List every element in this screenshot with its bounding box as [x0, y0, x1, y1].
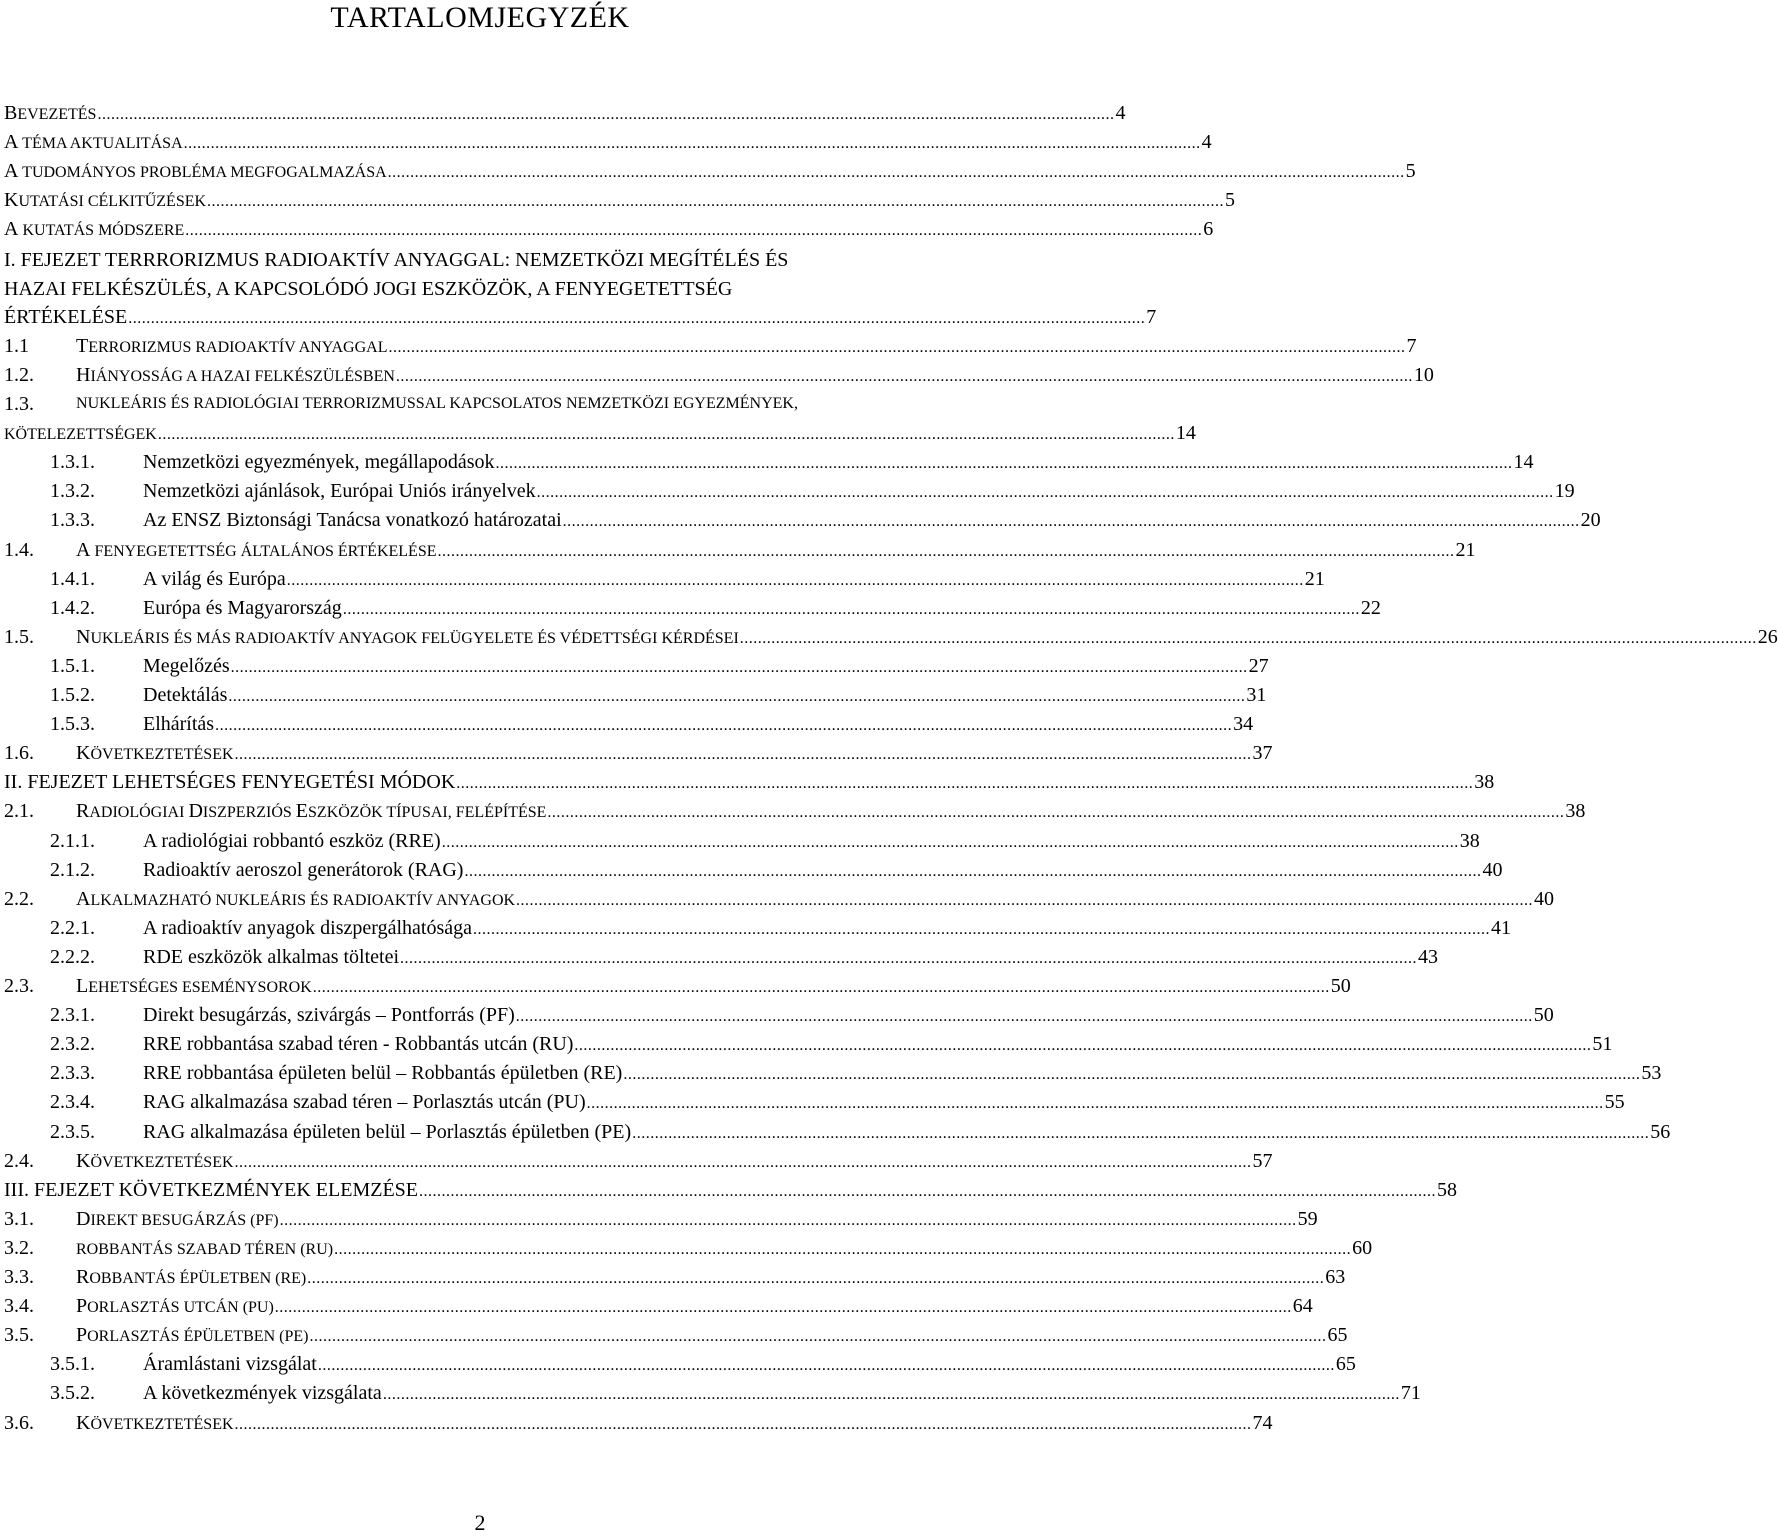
toc-dot-leader: .................................................................................................................................................................................................................................. — [574, 1037, 1592, 1055]
toc-entry-title: ÉRTÉKELÉSE — [4, 305, 128, 328]
toc-page-number: 65 — [1327, 1324, 1348, 1347]
toc-entry-title: KÖVETKEZTETÉSEK — [76, 1411, 234, 1434]
toc-page-number: 50 — [1330, 975, 1351, 997]
toc-dot-leader: .................................................................................................................................................................................................................................. — [536, 484, 1554, 502]
toc-entry-number: 2.4. — [4, 1149, 34, 1172]
toc-entry-number: 1.5.1. — [50, 654, 95, 677]
toc-entry[interactable] — [4, 1060, 1662, 1086]
toc-entry-title: II. FEJEZET LEHETSÉGES FENYEGETÉSI MÓDOK — [4, 771, 456, 794]
toc-dot-leader: .................................................................................................................................................................................................................................. — [342, 600, 1360, 618]
toc-dot-leader: .................................................................................................................................................................................................................................. — [456, 775, 1474, 793]
toc-entry-title: A radioaktív anyagok diszpergálhatósága — [143, 916, 472, 939]
toc-page-number: 38 — [1459, 829, 1480, 852]
toc-entry-number: 1.5.3. — [50, 713, 95, 736]
toc-entry-title: RDE eszközök alkalmas töltetei — [143, 945, 400, 968]
toc-dot-leader: .................................................................................................................................................................................................................................. — [234, 1153, 1252, 1171]
toc-page-number: 40 — [1534, 887, 1555, 910]
toc-page-number: 7 — [1146, 305, 1157, 328]
toc-entry-title: RADIOLÓGIAI DISZPERZIÓS ESZKÖZÖK TÍPUSAI, FELÉPÍTÉSE — [76, 800, 547, 823]
toc-dot-leader: .................................................................................................................................................................................................................................. — [387, 164, 1405, 182]
toc-dot-leader: .................................................................................................................................................................................................................................. — [215, 717, 1233, 735]
toc-page-number: 10 — [1413, 363, 1434, 386]
toc-entry-title: A TÉMA AKTUALITÁSA — [4, 131, 183, 154]
toc-page-number: 6 — [1203, 218, 1214, 241]
toc-entry[interactable] — [4, 1293, 1313, 1319]
toc-entry-number: 2.3.4. — [50, 1091, 95, 1114]
toc-entry-number: 2.3.2. — [50, 1033, 95, 1056]
toc-entry[interactable] — [4, 595, 1381, 621]
toc-dot-leader: .................................................................................................................................................................................................................................. — [586, 1095, 1604, 1113]
toc-entry-number: 3.3. — [4, 1266, 34, 1288]
toc-entry[interactable] — [4, 886, 1555, 912]
toc-entry[interactable] — [4, 624, 1778, 650]
toc-entry-number: 2.3.1. — [50, 1004, 95, 1027]
toc-entry[interactable] — [4, 100, 1126, 126]
toc-entry-title: DIREKT BESUGÁRZÁS (PF) — [76, 1207, 279, 1230]
toc-dot-leader: .................................................................................................................................................................................................................................. — [739, 629, 1757, 647]
toc-dot-leader: .................................................................................................................................................................................................................................. — [234, 1415, 1252, 1433]
toc-page-number: 40 — [1482, 858, 1503, 881]
toc-page-number: 7 — [1406, 334, 1417, 357]
toc-dot-leader: .................................................................................................................................................................................................................................. — [274, 1299, 1292, 1317]
toc-dot-leader: .................................................................................................................................................................................................................................. — [472, 920, 1490, 938]
toc-entry[interactable] — [4, 1002, 1554, 1028]
toc-entry-number: 1.4. — [4, 538, 34, 561]
toc-entry-number: 2.2.1. — [50, 916, 95, 939]
toc-entry-title: ALKALMAZHATÓ NUKLEÁRIS ÉS RADIOAKTÍV ANYAGOK — [76, 887, 516, 910]
toc-entry-number: 3.5. — [4, 1324, 34, 1347]
toc-entry-title: Direkt besugárzás, szivárgás – Pontforrás (PF) — [143, 1004, 515, 1027]
toc-dot-leader: .................................................................................................................................................................................................................................. — [286, 571, 1304, 589]
toc-entry[interactable] — [4, 1380, 1421, 1406]
toc-page-number: 71 — [1400, 1382, 1421, 1405]
toc-entry[interactable] — [4, 1031, 1613, 1057]
toc-dot-leader: .................................................................................................................................................................................................................................. — [128, 309, 1146, 327]
toc-entry-title: Detektálás — [143, 684, 228, 706]
toc-dot-leader: .................................................................................................................................................................................................................................. — [185, 222, 1203, 240]
toc-page-number: 31 — [1246, 684, 1267, 706]
toc-page-number: 43 — [1418, 945, 1439, 968]
toc-entry-title: III. FEJEZET KÖVETKEZMÉNYEK ELEMZÉSE — [4, 1178, 419, 1201]
toc-page-number: 63 — [1325, 1266, 1346, 1288]
toc-entry[interactable] — [4, 566, 1325, 592]
page-number: 2 — [474, 1510, 486, 1535]
toc-entry[interactable] — [4, 187, 1236, 213]
toc-page-number: 27 — [1248, 654, 1269, 677]
toc-entry-title: Európa és Magyarország — [143, 596, 342, 619]
toc-entry-title: A FENYEGETETTSÉG ÁLTALÁNOS ÉRTÉKELÉSE — [76, 538, 437, 561]
toc-dot-leader: .................................................................................................................................................................................................................................. — [234, 746, 1252, 764]
toc-entry[interactable] — [4, 798, 1586, 824]
toc-entry-title: PORLASZTÁS ÉPÜLETBEN (PE) — [76, 1324, 309, 1347]
toc-dot-leader: .................................................................................................................................................................................................................................. — [562, 513, 1580, 531]
toc-page-number: 65 — [1335, 1353, 1356, 1376]
toc-dot-leader: .................................................................................................................................................................................................................................. — [400, 949, 1418, 967]
toc-entry-title: Elhárítás — [143, 713, 215, 736]
toc-page-number: 41 — [1490, 916, 1511, 939]
toc-dot-leader: .................................................................................................................................................................................................................................. — [230, 658, 1248, 676]
toc-entry[interactable] — [4, 1089, 1625, 1115]
toc-entry[interactable] — [4, 129, 1212, 155]
toc-page-number: 50 — [1533, 1004, 1554, 1027]
toc-entry[interactable] — [4, 1351, 1356, 1377]
toc-entry-title: A radiológiai robbantó eszköz (RRE) — [143, 829, 441, 852]
toc-page-number: 58 — [1437, 1178, 1458, 1201]
toc-page-number: 21 — [1304, 567, 1325, 590]
toc-entry[interactable] — [4, 1148, 1273, 1174]
toc-entry-number: 2.2.2. — [50, 945, 95, 968]
toc-entry-number: 1.5. — [4, 625, 34, 648]
toc-page-number: 60 — [1352, 1236, 1373, 1259]
toc-dot-leader: .................................................................................................................................................................................................................................. — [317, 1357, 1335, 1375]
toc-entry-number: 3.5.2. — [50, 1382, 95, 1405]
toc-entry[interactable] — [4, 333, 1417, 359]
toc-page-number: 64 — [1292, 1295, 1313, 1318]
toc-page-number: 55 — [1604, 1091, 1625, 1114]
toc-dot-leader: .................................................................................................................................................................................................................................. — [307, 1270, 1325, 1287]
toc-entry-title: Nemzetközi ajánlások, Európai Uniós irányelvek — [143, 480, 536, 503]
toc-entry-title: ROBBANTÁS SZABAD TÉREN (RU) — [76, 1240, 334, 1258]
toc-page-number: 51 — [1592, 1033, 1613, 1056]
toc-entry-number: 1.3. — [4, 393, 34, 415]
toc-entry-number: 2.3. — [4, 975, 34, 997]
toc-entry[interactable] — [4, 1322, 1348, 1348]
toc-entry-title: A KUTATÁS MÓDSZERE — [4, 218, 185, 241]
toc-page-number: 26 — [1757, 625, 1778, 648]
toc-entry-number: 3.6. — [4, 1411, 34, 1434]
toc-entry[interactable] — [4, 391, 958, 417]
toc-dot-leader: .................................................................................................................................................................................................................................. — [547, 804, 1565, 822]
toc-entry[interactable] — [4, 740, 1273, 766]
toc-dot-leader: .................................................................................................................................................................................................................................. — [228, 688, 1246, 705]
toc-dot-leader: .................................................................................................................................................................................................................................. — [632, 1124, 1650, 1142]
toc-entry[interactable] — [4, 828, 1480, 854]
toc-dot-leader: .................................................................................................................................................................................................................................. — [97, 106, 1115, 123]
toc-entry[interactable] — [4, 449, 1534, 475]
toc-page-number: 59 — [1297, 1207, 1318, 1230]
toc-entry-title: RAG alkalmazása épületen belül – Porlasztás épületben (PE) — [143, 1120, 632, 1143]
toc-entry[interactable] — [4, 1177, 1458, 1203]
toc-dot-leader: .................................................................................................................................................................................................................................. — [516, 891, 1534, 909]
toc-page-number: 4 — [1115, 102, 1126, 124]
toc-entry-number: 1.3.3. — [50, 509, 95, 532]
toc-entry[interactable] — [4, 1235, 1373, 1261]
toc-entry-number: 1.3.1. — [50, 451, 95, 474]
toc-dot-leader: .................................................................................................................................................................................................................................. — [395, 367, 1413, 385]
toc-dot-leader: .................................................................................................................................................................................................................................. — [437, 542, 1455, 560]
toc-entry[interactable] — [4, 1410, 1273, 1436]
toc-entry-title: RRE robbantása szabad téren - Robbantás utcán (RU) — [143, 1033, 574, 1056]
toc-entry-number: 1.5.2. — [50, 684, 95, 706]
toc-entry-title: KÖVETKEZTETÉSEK — [76, 1149, 234, 1172]
toc-entry[interactable] — [4, 507, 1601, 533]
toc-entry-title: TERRORIZMUS RADIOAKTÍV ANYAGGAL — [76, 334, 388, 357]
toc-entry-number: 1.2. — [4, 363, 34, 386]
toc-page-number: 4 — [1201, 131, 1212, 154]
toc-dot-leader: .................................................................................................................................................................................................................................. — [334, 1240, 1352, 1258]
toc-entry-title: ROBBANTÁS ÉPÜLETBEN (RE) — [76, 1266, 307, 1288]
toc-page-number: 5 — [1225, 189, 1236, 212]
toc-entry-title: Az ENSZ Biztonsági Tanácsa vonatkozó határozatai — [143, 509, 562, 532]
toc-page-number: 74 — [1252, 1411, 1273, 1434]
toc-entry-title: A világ és Európa — [143, 567, 286, 590]
toc-entry[interactable] — [4, 973, 1351, 999]
toc-entry[interactable] — [4, 769, 1495, 795]
toc-page-number: 20 — [1580, 509, 1601, 532]
toc-entry-number: 2.3.3. — [50, 1062, 95, 1085]
toc-entry[interactable] — [4, 1264, 1346, 1290]
toc-entry-title: RAG alkalmazása szabad téren – Porlasztás utcán (PU) — [143, 1091, 586, 1114]
toc-entry-wrapped-line: HAZAI FELKÉSZÜLÉS, A KAPCSOLÓDÓ JOGI ESZKÖZÖK, A FENYEGETETTSÉG — [4, 277, 733, 300]
page-title: TARTALOMJEGYZÉK — [330, 1, 630, 34]
toc-entry-title: Nemzetközi egyezmények, megállapodások — [143, 451, 495, 474]
toc-entry[interactable] — [4, 158, 1416, 184]
toc-entry-number: 1.4.2. — [50, 596, 95, 619]
toc-dot-leader: .................................................................................................................................................................................................................................. — [419, 1182, 1437, 1200]
toc-entry[interactable] — [4, 857, 1503, 883]
toc-dot-leader: .................................................................................................................................................................................................................................. — [464, 862, 1482, 880]
toc-page-number: 38 — [1474, 771, 1495, 794]
toc-entry[interactable] — [4, 362, 1434, 388]
toc-entry-title: KÖTELEZETTSÉGEK — [4, 426, 157, 444]
toc-entry-number: 2.1.2. — [50, 858, 95, 881]
toc-entry-title: HIÁNYOSSÁG A HAZAI FELKÉSZÜLÉSBEN — [76, 363, 395, 386]
toc-dot-leader: .................................................................................................................................................................................................................................. — [312, 979, 1330, 996]
toc-dot-leader: .................................................................................................................................................................................................................................. — [309, 1328, 1327, 1346]
toc-dot-leader: .................................................................................................................................................................................................................................. — [495, 455, 1513, 473]
toc-entry-number: 2.1. — [4, 800, 34, 823]
toc-entry-number: 1.4.1. — [50, 567, 95, 590]
toc-entry[interactable] — [4, 304, 1157, 330]
toc-page-number: 14 — [1513, 451, 1534, 474]
toc-entry-title: BEVEZETÉS — [4, 102, 97, 124]
toc-entry-number: 3.1. — [4, 1207, 34, 1230]
toc-dot-leader: .................................................................................................................................................................................................................................. — [623, 1066, 1641, 1084]
toc-entry-number: 2.3.5. — [50, 1120, 95, 1143]
toc-entry-number: 3.5.1. — [50, 1353, 95, 1376]
toc-entry[interactable] — [4, 915, 1511, 941]
toc-entry-number: 1.3.2. — [50, 480, 95, 503]
toc-entry[interactable] — [4, 1119, 1671, 1145]
toc-entry-number: 1.1 — [4, 334, 29, 357]
toc-page-number: 21 — [1455, 538, 1476, 561]
toc-entry-wrapped-line: I. FEJEZET TERRRORIZMUS RADIOAKTÍV ANYAGGAL: NEMZETKÖZI MEGÍTÉLÉS ÉS — [4, 248, 789, 271]
toc-entry-title: KÖVETKEZTETÉSEK — [76, 742, 234, 765]
toc-entry-number: 3.4. — [4, 1295, 34, 1318]
toc-entry-title: Megelőzés — [143, 654, 230, 677]
toc-entry-title: NUKLEÁRIS ÉS MÁS RADIOAKTÍV ANYAGOK FELÜGYELETE ÉS VÉDETTSÉGI KÉRDÉSEI — [76, 625, 739, 648]
toc-entry-number: 1.6. — [4, 742, 34, 765]
toc-entry-title: RRE robbantása épületen belül – Robbantás épületben (RE) — [143, 1062, 623, 1085]
toc-dot-leader: .................................................................................................................................................................................................................................. — [515, 1008, 1533, 1026]
toc-page-number: 34 — [1233, 713, 1254, 736]
toc-entry-title: PORLASZTÁS UTCÁN (PU) — [76, 1295, 274, 1318]
toc-entry[interactable] — [4, 682, 1267, 708]
toc-page-number: 57 — [1252, 1149, 1273, 1172]
toc-entry[interactable] — [4, 711, 1254, 737]
toc-entry-title: A következmények vizsgálata — [143, 1382, 382, 1405]
toc-entry[interactable] — [4, 537, 1476, 563]
toc-entry[interactable] — [4, 944, 1439, 970]
toc-dot-leader: .................................................................................................................................................................................................................................. — [183, 135, 1201, 153]
toc-entry[interactable] — [4, 478, 1575, 504]
toc-page-number: 19 — [1554, 480, 1575, 503]
toc-page-number: 22 — [1360, 596, 1381, 619]
toc-entry-title: Áramlástani vizsgálat — [143, 1353, 317, 1376]
toc-entry-title: KUTATÁSI CÉLKITŰZÉSEK — [4, 189, 207, 212]
toc-page-number: 38 — [1565, 800, 1586, 823]
toc-dot-leader: .................................................................................................................................................................................................................................. — [157, 426, 1175, 444]
toc-entry-wrapped-line: NUKLEÁRIS ÉS RADIOLÓGIAI TERRORIZMUSSAL KAPCSOLATOS NEMZETKÖZI EGYEZMÉNYEK, — [76, 395, 798, 412]
toc-entry[interactable] — [4, 420, 1196, 446]
toc-page-number: 5 — [1405, 160, 1416, 183]
toc-dot-leader: .................................................................................................................................................................................................................................. — [207, 193, 1225, 211]
toc-dot-leader: .................................................................................................................................................................................................................................. — [441, 833, 1459, 851]
toc-entry[interactable] — [4, 216, 1214, 242]
toc-entry-title: LEHETSÉGES ESEMÉNYSOROK — [76, 975, 312, 997]
toc-dot-leader: .................................................................................................................................................................................................................................. — [382, 1386, 1400, 1404]
toc-entry-number: 3.2. — [4, 1236, 34, 1259]
toc-entry-title: Radioaktív aeroszol generátorok (RAG) — [143, 858, 464, 881]
toc-entry-title: A TUDOMÁNYOS PROBLÉMA MEGFOGALMAZÁSA — [4, 160, 387, 183]
toc-entry[interactable] — [4, 653, 1269, 679]
toc-dot-leader: .................................................................................................................................................................................................................................. — [388, 338, 1406, 356]
toc-page-number: 37 — [1252, 742, 1273, 765]
toc-entry-number: 2.1.1. — [50, 829, 95, 852]
toc-page-number: 53 — [1641, 1062, 1662, 1085]
toc-page-number: 14 — [1175, 422, 1196, 445]
toc-dot-leader: .................................................................................................................................................................................................................................. — [279, 1211, 1297, 1229]
toc-entry[interactable] — [4, 1206, 1318, 1232]
toc-page-number: 56 — [1650, 1120, 1671, 1143]
toc-entry-number: 2.2. — [4, 887, 34, 910]
